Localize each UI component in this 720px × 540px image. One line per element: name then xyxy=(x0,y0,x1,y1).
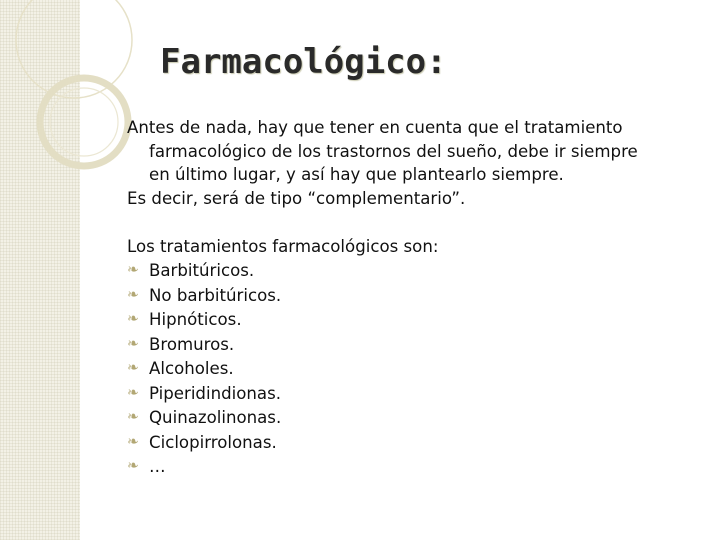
slide-title: Farmacológico: xyxy=(160,42,447,82)
list-item: ❧ Alcoholes. xyxy=(127,357,707,382)
intro-line-2: farmacológico de los trastornos del sueño, debe ir siempre xyxy=(149,141,638,161)
intro-line-3: en último lugar, y así hay que plantearlo siempre. xyxy=(149,165,564,184)
list-item: ❧ Hipnóticos. xyxy=(127,308,707,333)
treatment-list xyxy=(127,259,707,480)
list-item: ❧ No barbitúricos. xyxy=(127,283,707,308)
flourish-bullet-icon: ❧ xyxy=(127,433,139,450)
flourish-bullet-icon: ❧ xyxy=(127,311,139,327)
intro-line-1: Antes de nada, hay que tener en cuenta que el tratamiento xyxy=(127,118,623,137)
list-item: ❧ Bromuros. xyxy=(127,332,707,357)
flourish-bullet-icon: ❧ xyxy=(127,409,139,425)
list-item: ❧ Barbitúricos. xyxy=(127,259,707,284)
list-item: ❧ Ciclopirrolonas. xyxy=(127,430,707,455)
intro-paragraph xyxy=(127,116,707,187)
slide-body xyxy=(127,116,707,479)
flourish-bullet-icon: ❧ xyxy=(127,360,139,376)
flourish-bullet-icon: ❧ xyxy=(127,262,139,278)
list-heading: Los tratamientos farmacológicos son: xyxy=(127,237,439,256)
list-item: ❧ Piperidindionas. xyxy=(127,381,707,406)
list-item: ❧ Quinazolinonas. xyxy=(127,406,707,431)
flourish-bullet-icon: ❧ xyxy=(127,286,139,303)
flourish-bullet-icon: ❧ xyxy=(127,384,139,401)
flourish-bullet-icon: ❧ xyxy=(127,458,139,474)
complementary-note: Es decir, será de tipo “complementario”. xyxy=(127,188,466,208)
flourish-bullet-icon: ❧ xyxy=(127,335,139,352)
list-item: ❧ … xyxy=(127,455,707,480)
